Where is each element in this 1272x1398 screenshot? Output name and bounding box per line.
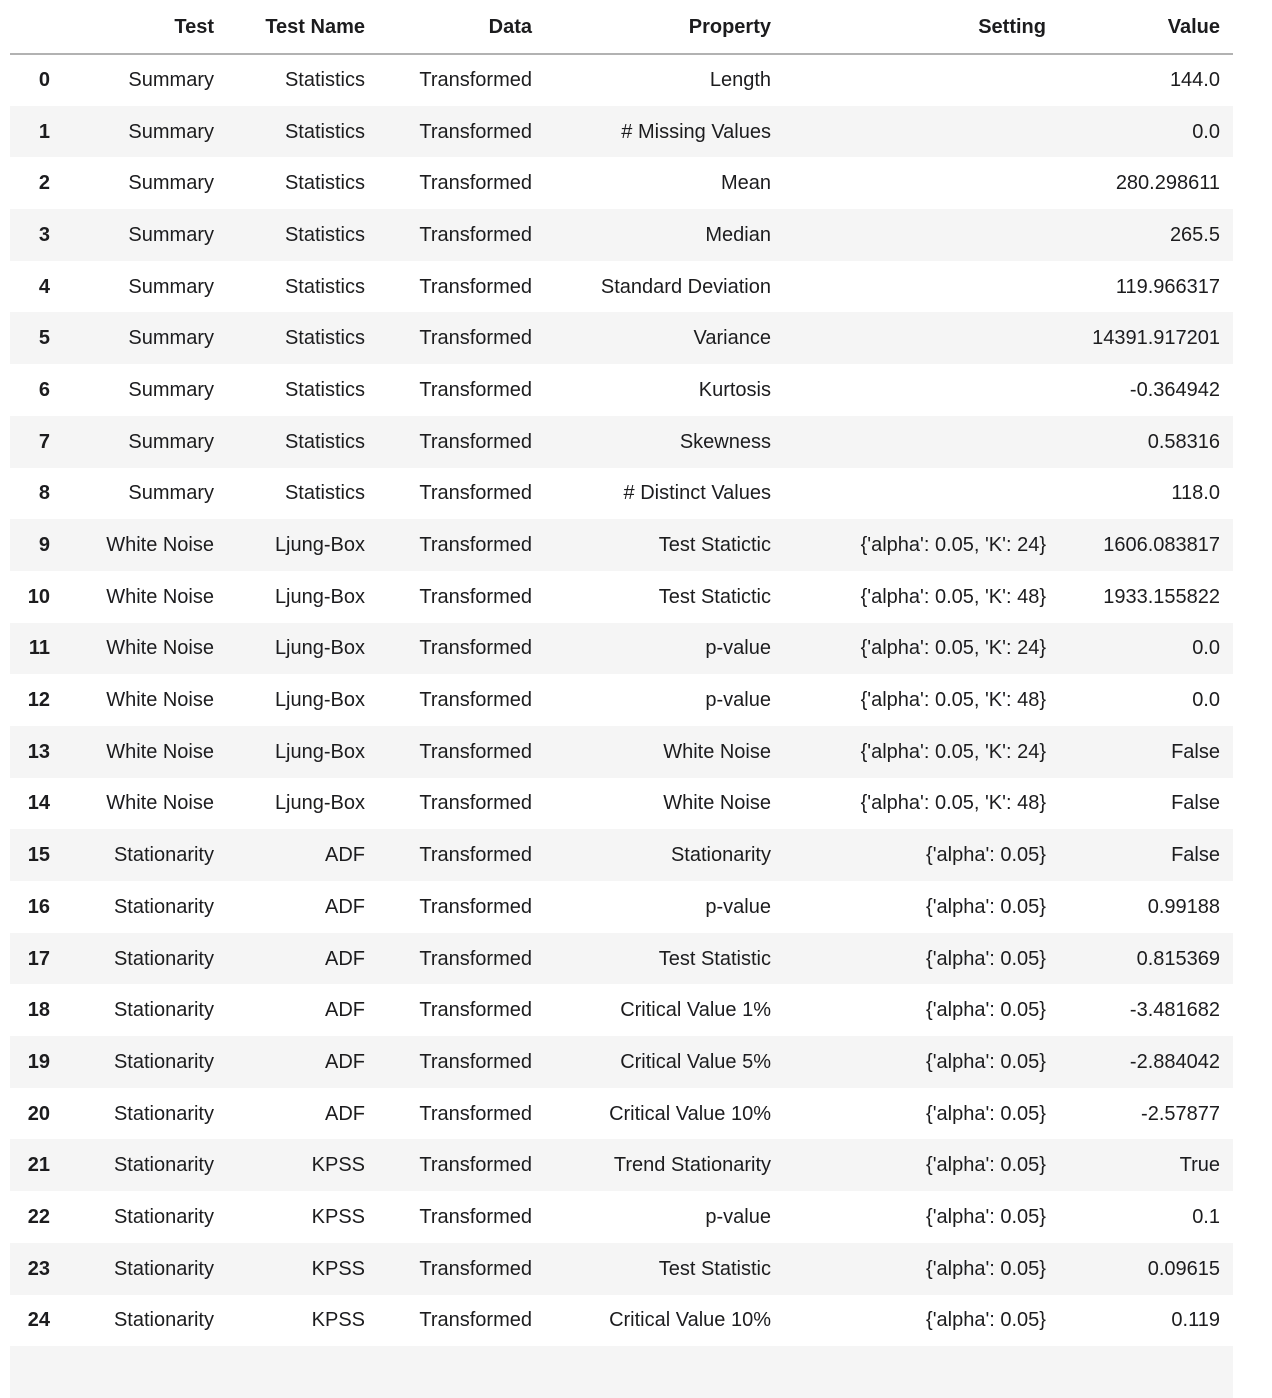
- cell-test: Stationarity: [113, 1205, 214, 1228]
- cell-test: White Noise: [106, 740, 214, 763]
- cell-data: Transformed: [419, 378, 532, 401]
- cell-property: Critical Value 5%: [620, 1050, 771, 1073]
- cell-value: -3.481682: [1129, 999, 1220, 1022]
- cell-value: 0.0: [1192, 689, 1220, 712]
- cell-property: Kurtosis: [698, 378, 771, 401]
- cell-value: 0.0: [1192, 120, 1220, 143]
- column-header-property: Property: [545, 0, 784, 54]
- cell-setting: [784, 209, 1059, 261]
- cell-value: 118.0: [1171, 482, 1220, 505]
- table-row: [10, 54, 1233, 106]
- cell-property: Mean: [720, 172, 771, 195]
- cell-property: Variance: [693, 327, 771, 350]
- cell-setting: [784, 364, 1059, 416]
- cell-test-name: KPSS: [311, 1205, 365, 1228]
- table-row: [10, 778, 1233, 830]
- cell-setting: {'alpha': 0.05, 'K': 48}: [860, 585, 1046, 608]
- cell-data: Transformed: [419, 1102, 532, 1125]
- row-index: 19: [27, 1050, 50, 1073]
- cell-property: Critical Value 10%: [609, 1309, 771, 1332]
- table-row: [10, 312, 1233, 364]
- cell-test-name: Ljung-Box: [274, 585, 365, 608]
- row-index: 3: [38, 223, 50, 246]
- cell-property: Critical Value 1%: [620, 999, 771, 1022]
- row-index: 8: [38, 482, 50, 505]
- cell-test-name: ADF: [325, 895, 365, 918]
- cell-test-name: Ljung-Box: [274, 792, 365, 815]
- cell-data: Transformed: [419, 69, 532, 92]
- cell-value: -2.884042: [1129, 1050, 1220, 1073]
- cell-data: Transformed: [419, 275, 532, 298]
- cell-test-name: Ljung-Box: [274, 689, 365, 712]
- cell-test-name: Statistics: [284, 69, 365, 92]
- cell-value: 0.0: [1192, 637, 1220, 660]
- cell-data: [378, 1346, 545, 1398]
- cell-property: Skewness: [679, 430, 771, 453]
- table-row: [10, 571, 1233, 623]
- row-index: 0: [38, 69, 50, 92]
- cell-property: Test Statistic: [658, 947, 771, 970]
- cell-value: 0.1: [1192, 1205, 1220, 1228]
- cell-property: p-value: [705, 895, 771, 918]
- row-index: 15: [27, 844, 50, 867]
- cell-test: Stationarity: [113, 947, 214, 970]
- table-row: [10, 726, 1233, 778]
- row-index: 12: [27, 689, 50, 712]
- cell-data: Transformed: [419, 689, 532, 712]
- cell-data: Transformed: [419, 430, 532, 453]
- cell-property: White Noise: [663, 792, 771, 815]
- row-index: 18: [27, 999, 50, 1022]
- cell-setting: {'alpha': 0.05}: [926, 999, 1046, 1022]
- cell-setting: {'alpha': 0.05}: [926, 1257, 1046, 1280]
- table-row: [10, 519, 1233, 571]
- table-row: [10, 623, 1233, 675]
- cell-property: [545, 1346, 784, 1398]
- row-index: 13: [27, 740, 50, 763]
- header-row: [10, 0, 1233, 54]
- cell-value: 119.966317: [1115, 275, 1220, 298]
- cell-value: -2.57877: [1141, 1102, 1220, 1125]
- cell-value: 1606.083817: [1103, 534, 1220, 557]
- cell-setting: {'alpha': 0.05}: [926, 895, 1046, 918]
- cell-property: Median: [705, 223, 771, 246]
- cell-data: Transformed: [419, 1050, 532, 1073]
- cell-value: [1059, 1346, 1233, 1398]
- table-row: [10, 1243, 1233, 1295]
- table-row: [10, 209, 1233, 261]
- row-index: 23: [27, 1257, 50, 1280]
- row-index: 22: [27, 1205, 50, 1228]
- cell-data: Transformed: [419, 999, 532, 1022]
- cell-value: -0.364942: [1129, 378, 1220, 401]
- row-index: 24: [27, 1309, 50, 1332]
- cell-test: Summary: [128, 378, 214, 401]
- cell-test: Summary: [128, 223, 214, 246]
- cell-setting: [784, 416, 1059, 468]
- table-row: [10, 468, 1233, 520]
- table-row-partial: [10, 1346, 1233, 1398]
- table-row: [10, 1036, 1233, 1088]
- table-row: [10, 364, 1233, 416]
- cell-test-name: Ljung-Box: [274, 740, 365, 763]
- cell-property: White Noise: [663, 740, 771, 763]
- cell-value: 1933.155822: [1103, 585, 1220, 608]
- cell-setting: [784, 312, 1059, 364]
- cell-setting: {'alpha': 0.05}: [926, 1205, 1046, 1228]
- cell-test-name: Statistics: [284, 378, 365, 401]
- cell-value: 144.0: [1169, 69, 1220, 92]
- row-index: 16: [27, 895, 50, 918]
- row-index: 21: [27, 1154, 50, 1177]
- cell-test: Summary: [128, 327, 214, 350]
- cell-setting: {'alpha': 0.05, 'K': 24}: [860, 740, 1046, 763]
- cell-property: Stationarity: [670, 844, 771, 867]
- cell-value: 280.298611: [1115, 172, 1220, 195]
- cell-property: # Missing Values: [621, 120, 771, 143]
- cell-setting: {'alpha': 0.05}: [926, 844, 1046, 867]
- cell-test: Stationarity: [113, 1102, 214, 1125]
- cell-data: Transformed: [419, 327, 532, 350]
- cell-setting: {'alpha': 0.05}: [926, 1309, 1046, 1332]
- row-index: 1: [38, 120, 50, 143]
- cell-test-name: Statistics: [284, 223, 365, 246]
- cell-test-name: Statistics: [284, 430, 365, 453]
- cell-setting: [784, 468, 1059, 520]
- table-row: [10, 1088, 1233, 1140]
- cell-value: 0.09615: [1147, 1257, 1220, 1280]
- column-header-test-name: Test Name: [227, 0, 378, 54]
- statistical-tests-table: [10, 0, 1233, 1398]
- table-body: [10, 54, 1233, 1398]
- cell-value: False: [1171, 844, 1220, 867]
- cell-test: Summary: [128, 275, 214, 298]
- column-header-value: Value: [1059, 0, 1233, 54]
- row-index: 6: [38, 378, 50, 401]
- cell-data: Transformed: [419, 1205, 532, 1228]
- cell-value: 265.5: [1169, 223, 1220, 246]
- row-index: 11: [28, 637, 50, 660]
- cell-setting: [784, 106, 1059, 158]
- cell-test-name: ADF: [325, 999, 365, 1022]
- cell-property: p-value: [705, 637, 771, 660]
- table-row: [10, 933, 1233, 985]
- cell-setting: [784, 157, 1059, 209]
- row-index: 7: [38, 430, 50, 453]
- cell-data: Transformed: [419, 792, 532, 815]
- column-header-setting: Setting: [784, 0, 1059, 54]
- cell-data: Transformed: [419, 844, 532, 867]
- cell-test: Stationarity: [113, 895, 214, 918]
- cell-value: 0.119: [1171, 1309, 1220, 1332]
- table-row: [10, 829, 1233, 881]
- table-row: [10, 984, 1233, 1036]
- cell-test: [63, 1346, 227, 1398]
- cell-property: p-value: [705, 689, 771, 712]
- cell-test: White Noise: [106, 585, 214, 608]
- cell-data: Transformed: [419, 740, 532, 763]
- table-row: [10, 106, 1233, 158]
- cell-test: White Noise: [106, 792, 214, 815]
- cell-test-name: Ljung-Box: [274, 534, 365, 557]
- cell-setting: [784, 54, 1059, 106]
- cell-property: Length: [709, 69, 771, 92]
- table-row: [10, 1139, 1233, 1191]
- row-index: 5: [38, 327, 50, 350]
- cell-value: 14391.917201: [1092, 327, 1220, 350]
- table-row: [10, 261, 1233, 313]
- cell-value: True: [1179, 1154, 1220, 1177]
- cell-data: Transformed: [419, 1257, 532, 1280]
- table-row: [10, 674, 1233, 726]
- cell-property: Standard Deviation: [600, 275, 771, 298]
- cell-property: Test Statistic: [658, 1257, 771, 1280]
- cell-test-name: ADF: [325, 1050, 365, 1073]
- cell-setting: {'alpha': 0.05}: [926, 1154, 1046, 1177]
- cell-test-name: Statistics: [284, 327, 365, 350]
- cell-test-name: KPSS: [311, 1257, 365, 1280]
- cell-test-name: ADF: [325, 844, 365, 867]
- cell-value: 0.815369: [1136, 947, 1220, 970]
- cell-test: Summary: [128, 172, 214, 195]
- cell-property: p-value: [705, 1205, 771, 1228]
- cell-setting: {'alpha': 0.05}: [926, 1050, 1046, 1073]
- cell-data: Transformed: [419, 1309, 532, 1332]
- cell-test: Stationarity: [113, 999, 214, 1022]
- cell-setting: {'alpha': 0.05, 'K': 48}: [860, 792, 1046, 815]
- cell-data: Transformed: [419, 120, 532, 143]
- cell-test: Stationarity: [113, 1309, 214, 1332]
- cell-data: Transformed: [419, 1154, 532, 1177]
- table-row: [10, 157, 1233, 209]
- row-index: 10: [27, 585, 50, 608]
- cell-data: Transformed: [419, 172, 532, 195]
- table-row: [10, 1295, 1233, 1347]
- cell-property: # Distinct Values: [623, 482, 771, 505]
- cell-setting: [784, 1346, 1059, 1398]
- cell-test: White Noise: [106, 637, 214, 660]
- cell-test-name: Statistics: [284, 275, 365, 298]
- cell-test-name: KPSS: [311, 1309, 365, 1332]
- cell-test: Summary: [128, 482, 214, 505]
- cell-test-name: ADF: [325, 947, 365, 970]
- cell-test-name: Ljung-Box: [274, 637, 365, 660]
- cell-test-name: KPSS: [311, 1154, 365, 1177]
- cell-property: Trend Stationarity: [613, 1154, 771, 1177]
- row-index: 20: [27, 1102, 50, 1125]
- cell-value: False: [1171, 792, 1220, 815]
- cell-value: 0.99188: [1147, 895, 1220, 918]
- cell-property: Critical Value 10%: [609, 1102, 771, 1125]
- row-index: 4: [38, 275, 50, 298]
- cell-test: Stationarity: [113, 1257, 214, 1280]
- cell-data: Transformed: [419, 637, 532, 660]
- cell-test-name: Statistics: [284, 120, 365, 143]
- cell-test: Stationarity: [113, 1154, 214, 1177]
- cell-data: Transformed: [419, 223, 532, 246]
- cell-value: False: [1171, 740, 1220, 763]
- cell-property: Test Statictic: [658, 534, 771, 557]
- cell-data: Transformed: [419, 947, 532, 970]
- cell-data: Transformed: [419, 585, 532, 608]
- column-header-data: Data: [378, 0, 545, 54]
- cell-setting: {'alpha': 0.05}: [926, 1102, 1046, 1125]
- row-index: 17: [27, 947, 50, 970]
- cell-test: Summary: [128, 430, 214, 453]
- row-index: 14: [27, 792, 50, 815]
- column-header-test: Test: [63, 0, 227, 54]
- cell-test: White Noise: [106, 534, 214, 557]
- index-header-cell: [10, 0, 63, 54]
- cell-value: 0.58316: [1147, 430, 1220, 453]
- table-row: [10, 881, 1233, 933]
- row-index: 2: [38, 172, 50, 195]
- table-row: [10, 416, 1233, 468]
- cell-setting: [784, 261, 1059, 313]
- cell-test: Summary: [128, 69, 214, 92]
- cell-test-name: Statistics: [284, 482, 365, 505]
- cell-test: Summary: [128, 120, 214, 143]
- cell-data: Transformed: [419, 534, 532, 557]
- table-row: [10, 1191, 1233, 1243]
- cell-setting: {'alpha': 0.05, 'K': 48}: [860, 689, 1046, 712]
- cell-data: Transformed: [419, 482, 532, 505]
- cell-data: Transformed: [419, 895, 532, 918]
- cell-property: Test Statictic: [658, 585, 771, 608]
- cell-test: Stationarity: [113, 844, 214, 867]
- cell-setting: {'alpha': 0.05}: [926, 947, 1046, 970]
- cell-setting: {'alpha': 0.05, 'K': 24}: [860, 534, 1046, 557]
- cell-test: White Noise: [106, 689, 214, 712]
- cell-test-name: [227, 1346, 378, 1398]
- cell-test-name: ADF: [325, 1102, 365, 1125]
- row-index: [10, 1346, 63, 1398]
- cell-test-name: Statistics: [284, 172, 365, 195]
- row-index: 9: [38, 534, 50, 557]
- cell-setting: {'alpha': 0.05, 'K': 24}: [860, 637, 1046, 660]
- cell-test: Stationarity: [113, 1050, 214, 1073]
